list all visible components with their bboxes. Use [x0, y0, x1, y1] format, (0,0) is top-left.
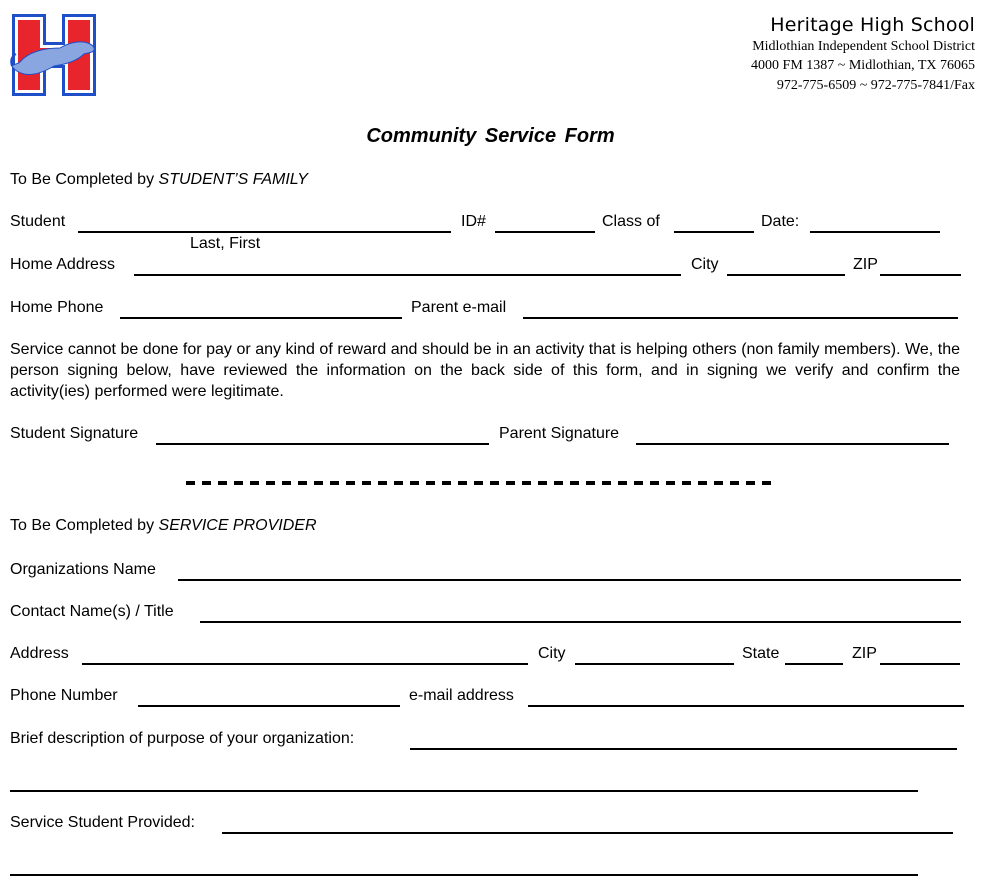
date-label: Date: — [761, 213, 800, 230]
student-signature-label: Student Signature — [10, 425, 139, 442]
service-field[interactable] — [222, 832, 953, 834]
school-address: 4000 FM 1387 ~ Midlothian, TX 76065 — [751, 58, 975, 73]
purpose-row-2 — [10, 772, 971, 794]
provider-address-field[interactable] — [82, 663, 528, 665]
form-title: Community Service Form — [366, 125, 615, 147]
id-field[interactable] — [495, 231, 595, 233]
id-label: ID# — [461, 213, 486, 230]
purpose-row — [10, 730, 971, 752]
parent-email-label: Parent e-mail — [411, 299, 507, 316]
student-signature-field[interactable] — [156, 443, 489, 445]
purpose-label: Brief description of purpose of your organization: — [10, 730, 355, 747]
provider-state-label: State — [742, 645, 780, 662]
provider-heading: To Be Completed by SERVICE PROVIDER — [10, 517, 317, 534]
student-name-sublabel: Last, First — [190, 235, 261, 252]
purpose-field-line-2[interactable] — [10, 790, 918, 792]
parent-signature-field[interactable] — [636, 443, 949, 445]
family-heading-prefix: To Be Completed by STUDENT’S FAMILY — [10, 171, 308, 188]
provider-email-label: e-mail address — [409, 687, 514, 704]
school-name: Heritage High School — [770, 14, 975, 36]
home-phone-field[interactable] — [120, 317, 402, 319]
zip-field[interactable] — [880, 274, 961, 276]
contact-row — [10, 603, 971, 625]
parent-email-field[interactable] — [523, 317, 958, 319]
cut-line-divider — [186, 481, 778, 485]
contact-field[interactable] — [200, 621, 961, 623]
home-phone-label: Home Phone — [10, 299, 104, 316]
provider-address-row — [10, 645, 971, 667]
school-district: Midlothian Independent School District — [752, 39, 975, 54]
date-field[interactable] — [810, 231, 940, 233]
provider-phone-label: Phone Number — [10, 687, 118, 704]
provider-phone-field[interactable] — [138, 705, 400, 707]
purpose-field[interactable] — [410, 748, 957, 750]
contact-label: Contact Name(s) / Title — [10, 603, 174, 620]
class-of-field[interactable] — [674, 231, 754, 233]
family-section-heading — [10, 171, 971, 193]
service-row — [10, 814, 971, 836]
home-address-row — [10, 256, 971, 278]
student-label: Student — [10, 213, 66, 230]
provider-address-label: Address — [10, 645, 69, 662]
parent-signature-label: Parent Signature — [499, 425, 620, 442]
org-name-label: Organizations Name — [10, 561, 156, 578]
provider-zip-field[interactable] — [880, 663, 960, 665]
student-row — [10, 213, 971, 235]
provider-city-label: City — [538, 645, 566, 662]
provider-zip-label: ZIP — [852, 645, 877, 662]
provider-section-heading — [10, 517, 971, 539]
zip-label: ZIP — [853, 256, 878, 273]
org-name-field[interactable] — [178, 579, 961, 581]
home-address-label: Home Address — [10, 256, 115, 273]
signature-row — [10, 425, 971, 447]
city-field[interactable] — [727, 274, 845, 276]
provider-city-field[interactable] — [575, 663, 734, 665]
city-label: City — [691, 256, 719, 273]
class-of-label: Class of — [602, 213, 660, 230]
school-phones: 972-775-6509 ~ 972-775-7841/Fax — [776, 78, 975, 93]
student-name-field[interactable] — [78, 231, 451, 233]
home-address-field[interactable] — [134, 274, 681, 276]
service-label: Service Student Provided: — [10, 814, 195, 831]
provider-phone-row — [10, 687, 971, 709]
home-phone-row — [10, 299, 971, 321]
service-field-line-2[interactable] — [10, 874, 918, 876]
disclaimer-text: Service cannot be done for pay or any kind of reward and should be in an activity that is helping others (non family members). We, the person signing below, have reviewed the information on the back side of this form, and in signing we verify and confirm the activity(ies) performed were legitimate. — [10, 341, 960, 400]
org-name-row — [10, 561, 971, 583]
service-row-2 — [10, 856, 971, 878]
provider-state-field[interactable] — [785, 663, 843, 665]
school-logo-icon — [10, 12, 98, 98]
provider-email-field[interactable] — [528, 705, 964, 707]
